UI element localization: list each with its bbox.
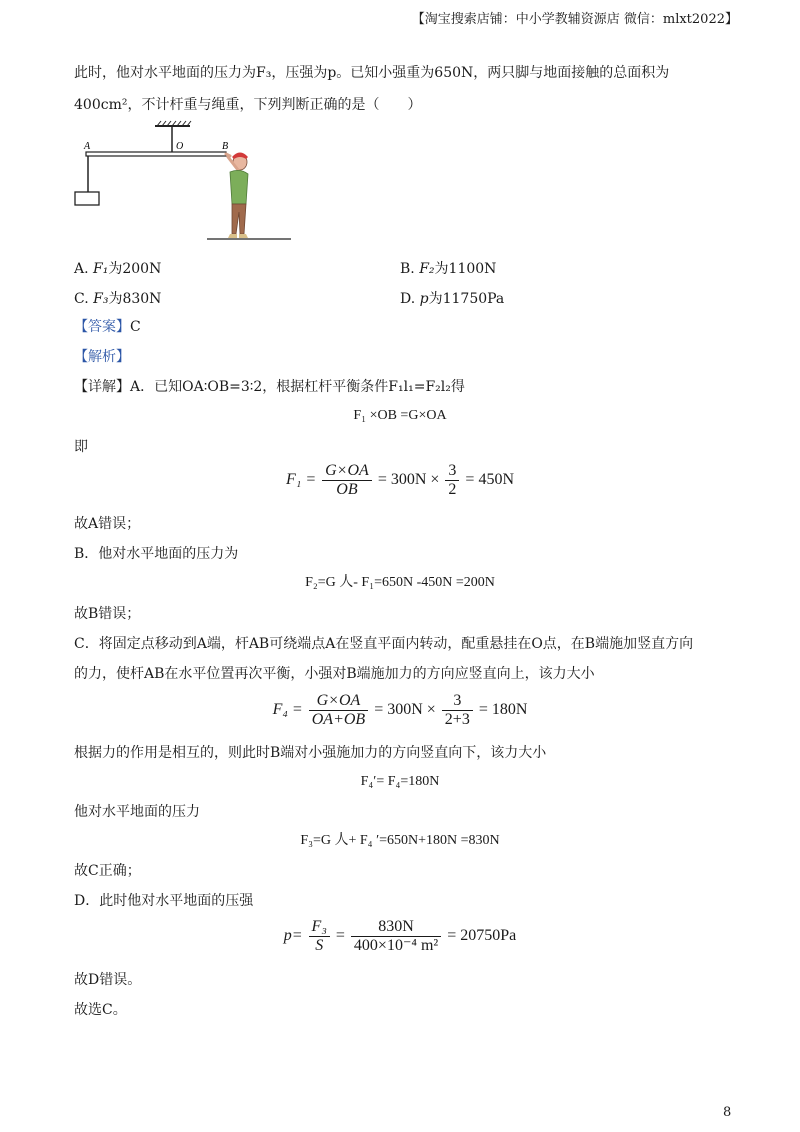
label-o: O	[176, 141, 184, 152]
weight-block	[75, 192, 99, 205]
equation-4: F₄ = $\frac{G\times OA}{OA+OB}$ = 300N × $\frac{3}{2+3}$ = 180N	[272, 692, 528, 728]
lever-figure	[70, 120, 330, 250]
final-answer: 故选C。	[74, 1002, 127, 1018]
option-a: A. F₁为200N	[74, 261, 162, 277]
equation-5: F₄′= F₄=180N	[360, 774, 440, 789]
detail-b-intro: B．他对水平地面的压力为	[74, 546, 239, 562]
detail-tag: 【详解】	[74, 379, 130, 395]
page-header: 【淘宝搜索店铺：中小学教辅资源店 微信：mlxt2022】	[411, 12, 738, 27]
option-b: B. F₂为1100N	[400, 261, 497, 277]
answer-line	[74, 317, 141, 337]
label-b: B	[222, 141, 229, 152]
equation-1: F₁ ×OB =G×OA	[353, 408, 447, 423]
lever-bar	[86, 152, 226, 156]
detail-c-line-4: 他对水平地面的压力	[74, 804, 200, 820]
analysis-tag: 【解析】	[74, 349, 130, 365]
conclusion-b: 故B错误；	[74, 606, 141, 622]
question-line-2: 400cm²，不计杆重与绳重，下列判断正确的是（ ）	[74, 97, 422, 113]
conclusion-c: 故C正确；	[74, 863, 141, 879]
answer-tag: 【答案】	[74, 319, 130, 335]
page-number: 8	[723, 1105, 732, 1120]
equation-2: F₁ = $\frac{G\times OA}{OB}$ = 300N × $\frac{3}{2}$ = 450N	[285, 462, 514, 498]
ji-text: 即	[74, 439, 88, 455]
detail-c-line-1: C．将固定点移动到A端，杆AB可绕端点A在竖直平面内转动，配重悬挂在O点，在B端施加竖直方向	[74, 636, 694, 652]
detail-a-intro: 【详解】A．已知OA∶OB=3∶2，根据杠杆平衡条件F₁l₁=F₂l₂得	[74, 379, 465, 395]
option-d: D. p为11750Pa	[400, 291, 505, 307]
question-line-1: 此时，他对水平地面的压力为F₃，压强为p。已知小强重为650N，两只脚与地面接触的总面积为	[74, 65, 670, 81]
answer-value: C	[130, 319, 141, 335]
equation-6: F₃=G 人+ F₄ ′=650N+180N =830N	[300, 833, 500, 848]
equation-3: F₂=G 人- F₁=650N -450N =200N	[305, 575, 495, 590]
conclusion-a: 故A错误；	[74, 516, 141, 532]
detail-d-intro: D．此时他对水平地面的压强	[74, 893, 254, 909]
equation-7: p= $\frac{\text{F₃}}{S}$ = $\frac{830N}{\text{400×10⁻⁴ m²}}$ = 20750Pa	[283, 918, 517, 954]
label-a: A	[84, 141, 91, 152]
option-c: C. F₃为830N	[74, 291, 162, 307]
lever-diagram	[70, 120, 330, 250]
detail-c-line-3: 根据力的作用是相互的，则此时B端对小强施加力的方向竖直向下，该力大小	[74, 745, 547, 761]
conclusion-d: 故D错误。	[74, 972, 142, 988]
detail-c-line-2: 的力，使杆AB在水平位置再次平衡，小强对B端施加力的方向应竖直向上，该力大小	[74, 666, 595, 682]
person-figure	[226, 153, 248, 239]
